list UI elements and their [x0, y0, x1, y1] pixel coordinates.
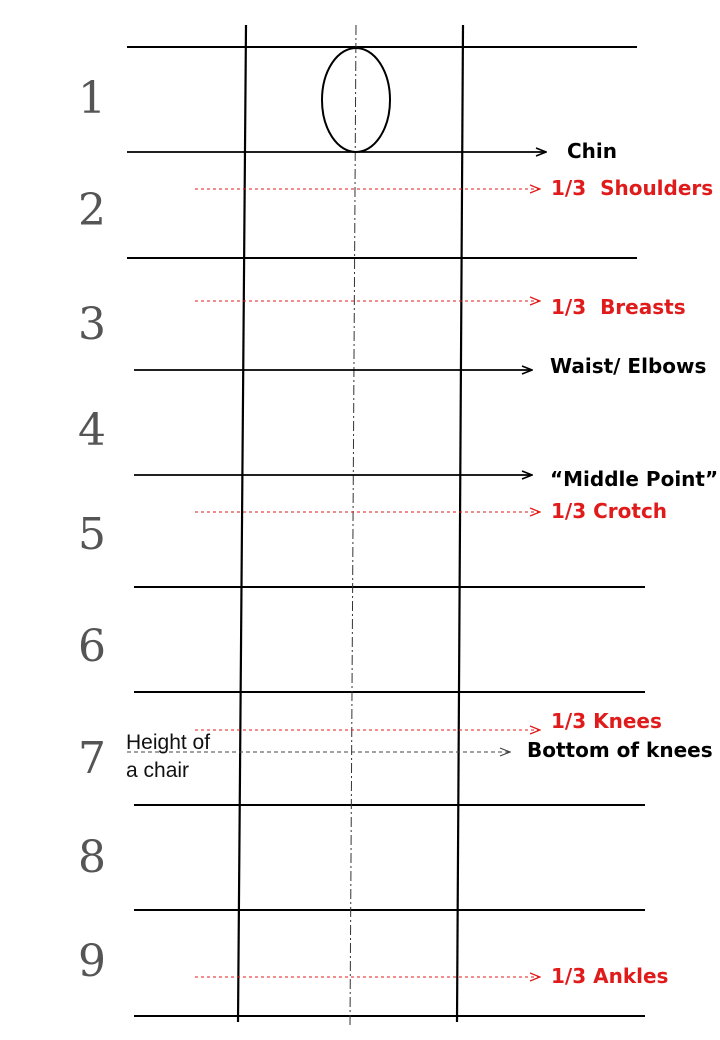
- chair-note-line-2: a chair: [126, 759, 190, 782]
- label-middle-point: “Middle Point”: [550, 467, 719, 491]
- head-number-4: 4: [78, 405, 106, 456]
- head-number-5: 5: [78, 509, 106, 560]
- red-arrows: [195, 189, 540, 977]
- label-knees: 1/3 Knees: [551, 709, 662, 733]
- label-chin: Chin: [567, 139, 618, 163]
- head-number-9: 9: [78, 936, 106, 987]
- label-waist-elbows: Waist/ Elbows: [550, 354, 707, 378]
- head-number-7: 7: [78, 733, 106, 784]
- label-bottom-of-knees: Bottom of knees: [527, 738, 713, 762]
- left-edge-line: [238, 25, 246, 1022]
- head-number-6: 6: [78, 621, 106, 672]
- chair-height-note: [126, 731, 210, 782]
- center-axis-line: [350, 25, 356, 1025]
- head-number-3: 3: [78, 299, 106, 350]
- head-number-8: 8: [78, 832, 106, 883]
- head-number-2: 2: [78, 185, 106, 236]
- label-shoulders: 1/3 Shoulders: [551, 176, 714, 200]
- label-breasts: 1/3 Breasts: [551, 295, 686, 319]
- right-edge-line: [457, 25, 463, 1022]
- head-count-numbers: [78, 73, 106, 987]
- landmark-labels: [527, 139, 718, 988]
- label-ankles: 1/3 Ankles: [551, 964, 669, 988]
- label-crotch: 1/3 Crotch: [551, 499, 668, 523]
- black-arrows: [127, 152, 546, 475]
- chair-note-line-1: Height of: [126, 731, 211, 754]
- head-number-1: 1: [78, 73, 106, 124]
